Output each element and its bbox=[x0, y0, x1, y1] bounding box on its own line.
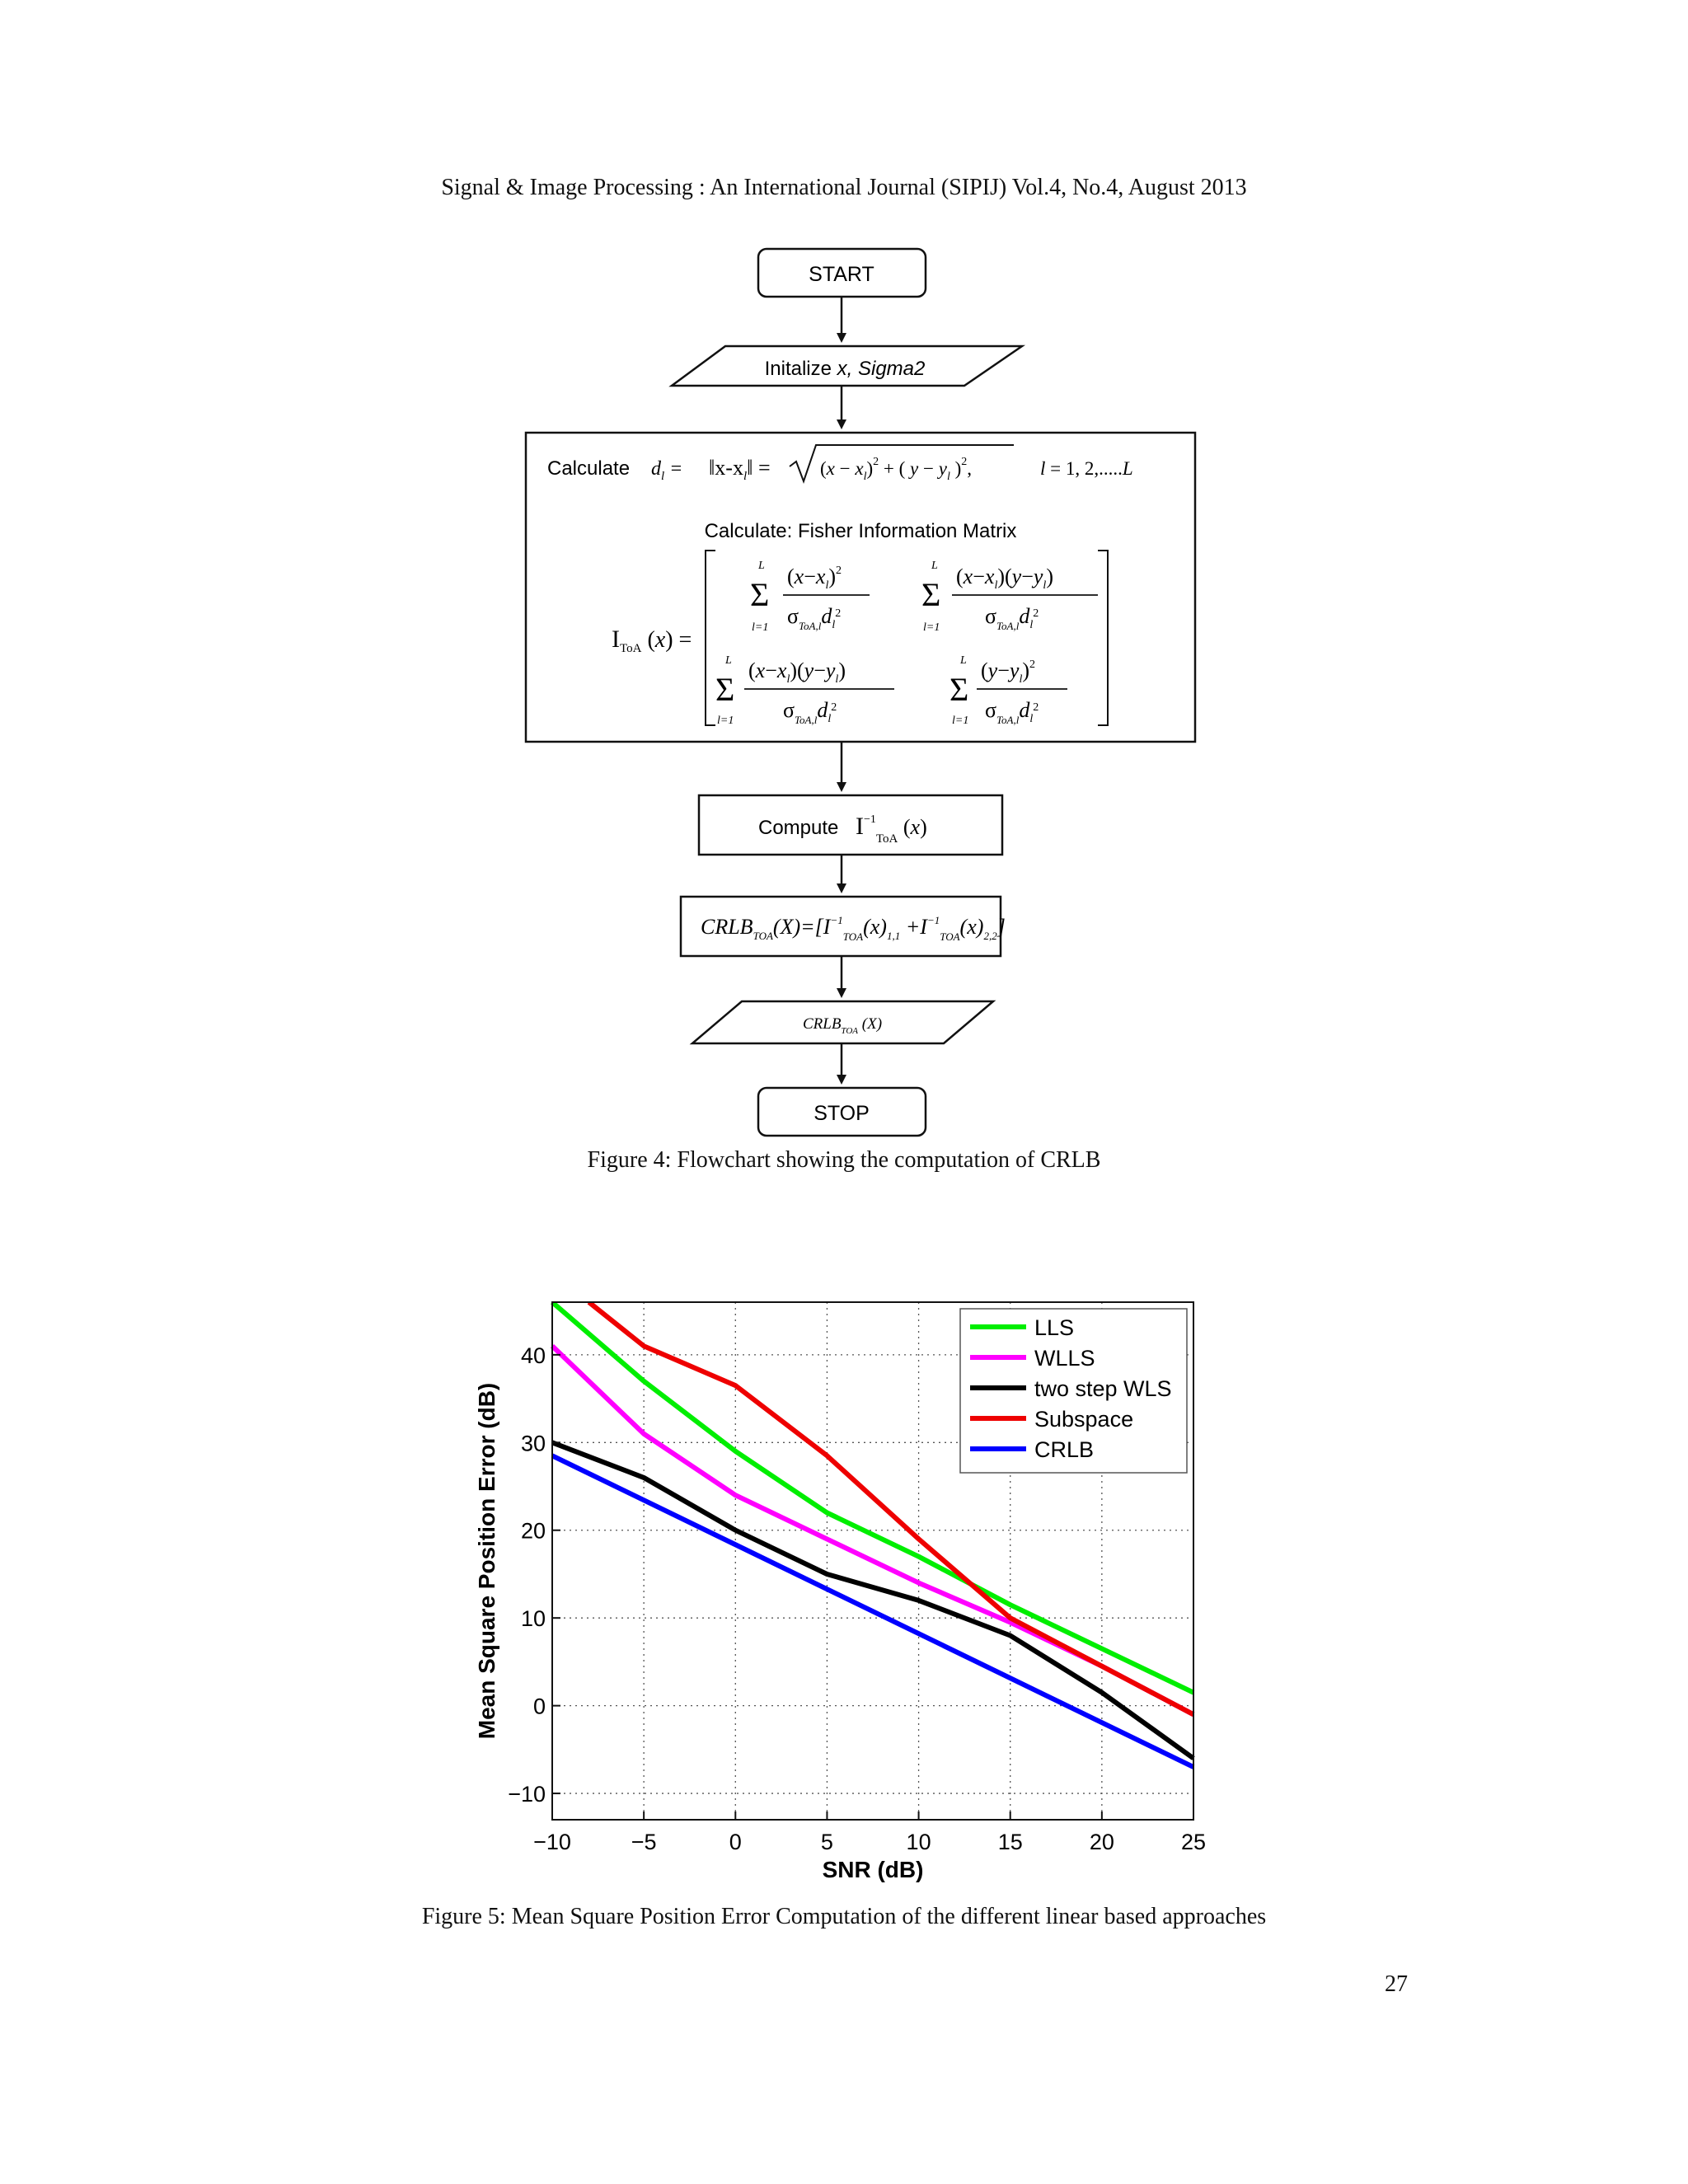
svg-text:σToA,ldl2: $\sigma_{ToA,l}d_l^2$ bbox=[985, 698, 1039, 726]
svg-text:L: L bbox=[758, 560, 765, 572]
x-tick-label: 0 bbox=[729, 1830, 742, 1854]
svg-text:σToA,ldl2: $\sigma_{ToA,l}d_l^2$ bbox=[783, 698, 837, 726]
figure-5-caption: Figure 5: Mean Square Position Error Computation of the different linear based approaches bbox=[421, 1904, 1267, 1929]
svg-text:l=1: l=1 bbox=[923, 621, 940, 634]
stop-terminal bbox=[758, 1088, 926, 1136]
mse-line-chart bbox=[0, 1261, 1688, 1882]
stop-label: STOP bbox=[814, 1102, 870, 1125]
y-tick-label: 10 bbox=[520, 1606, 546, 1632]
svg-text:Σ: Σ bbox=[950, 671, 969, 708]
page-number: 27 bbox=[1385, 1971, 1408, 1997]
init-label: Initalize x, Sigma2 bbox=[764, 358, 926, 380]
x-tick-label: 15 bbox=[997, 1830, 1023, 1854]
y-axis-label: Mean Square Position Error (dB) bbox=[474, 1382, 499, 1740]
x-tick-label: 10 bbox=[906, 1830, 931, 1854]
journal-header: Signal & Image Processing : An International Journal (SIPIJ) Vol.4, No.4, August 2013 bbox=[441, 175, 1247, 200]
y-tick-label: 0 bbox=[532, 1694, 546, 1719]
figure-4-caption: Figure 4: Flowchart showing the computation of CRLB bbox=[587, 1147, 1101, 1173]
compute-formula-visual: $I^{-1}_{ToA}$ (x) bbox=[856, 813, 927, 846]
crlb-formula-visual: $CRLB_{TOA}(X)=[I^{-1}_{TOA}(x)_{1,1} +I^{-1}_{TOA}(x)_{2,2}]$ bbox=[701, 914, 1006, 943]
compute-label: Compute bbox=[758, 817, 839, 839]
output-formula-visual: $CRLB_{TOA}$ (X) bbox=[802, 1015, 883, 1036]
legend bbox=[960, 1309, 1187, 1473]
y-tick-label: 40 bbox=[520, 1343, 546, 1368]
x-axis-label: SNR (dB) bbox=[822, 1857, 924, 1882]
svg-text:l=1: l=1 bbox=[752, 621, 769, 634]
x-tick-label: −5 bbox=[631, 1830, 657, 1854]
start-label: START bbox=[809, 263, 874, 286]
svg-text:dl =: $d_l$ = bbox=[651, 458, 683, 483]
fisher-calculation-box bbox=[526, 433, 1195, 742]
svg-text:σToA,ldl2: $\sigma_{ToA,l}d_l^2$ bbox=[985, 604, 1039, 632]
init-parallelogram bbox=[672, 346, 1022, 386]
crlb-formula-box bbox=[681, 897, 1006, 956]
svg-text:IToA (x) =: $I_{ToA}$ (x) = bbox=[612, 626, 692, 655]
svg-text:(x−xl)2: $(x-x_l)^2$ bbox=[787, 565, 842, 592]
svg-text:l=1: l=1 bbox=[717, 715, 734, 727]
x-tick-label: −10 bbox=[533, 1830, 571, 1854]
svg-text:(x−xl)(y−yl): $(x-x_l)(y-y_l)$ bbox=[748, 658, 846, 686]
legend-label: CRLB bbox=[1034, 1437, 1095, 1462]
svg-text:l = 1, 2,.....L: l = 1, 2,.....L bbox=[1040, 458, 1133, 479]
start-terminal bbox=[758, 249, 926, 297]
svg-text:(y−yl)2: $(y-y_l)^2$ bbox=[981, 658, 1035, 686]
svg-text:σToA,ldl2: $\sigma_{ToA,l}d_l^2$ bbox=[787, 604, 842, 632]
top-clip-cover bbox=[548, 1261, 1198, 1301]
legend-label: WLLS bbox=[1034, 1346, 1095, 1371]
svg-text:Σ: Σ bbox=[921, 576, 941, 613]
legend-label: two step WLS bbox=[1034, 1376, 1172, 1401]
svg-text:(x−xl)(y−yl): $(x-x_l)(y-y_l)$ bbox=[956, 565, 1053, 592]
svg-text:L: L bbox=[960, 654, 967, 667]
svg-text:Σ: Σ bbox=[750, 576, 770, 613]
legend-label: LLS bbox=[1034, 1315, 1075, 1340]
x-tick-label: 5 bbox=[820, 1830, 833, 1854]
y-tick-label: 30 bbox=[520, 1431, 546, 1456]
calculate-label: Calculate bbox=[547, 457, 631, 480]
svg-text:(x − xl)2 + ( y − yl )2,: $(x - x_l)^2$ + ( $y - y_l$ )$^2$, bbox=[820, 456, 973, 483]
svg-text:‖x-xl‖ =: $‖x-x_l‖$ = bbox=[709, 456, 771, 483]
x-tick-label: 20 bbox=[1089, 1830, 1114, 1854]
compute-inverse-box bbox=[699, 795, 1002, 855]
legend-label: Subspace bbox=[1034, 1407, 1134, 1432]
fisher-title: Calculate: Fisher Information Matrix bbox=[704, 520, 1017, 542]
output-parallelogram bbox=[692, 1001, 993, 1043]
y-tick-label: 20 bbox=[520, 1518, 546, 1544]
y-tick-label: −10 bbox=[508, 1782, 546, 1807]
svg-text:Σ: Σ bbox=[715, 671, 735, 708]
x-tick-label: 25 bbox=[1180, 1830, 1207, 1854]
svg-text:L: L bbox=[931, 560, 938, 572]
svg-text:L: L bbox=[725, 654, 732, 667]
svg-text:l=1: l=1 bbox=[952, 715, 969, 727]
